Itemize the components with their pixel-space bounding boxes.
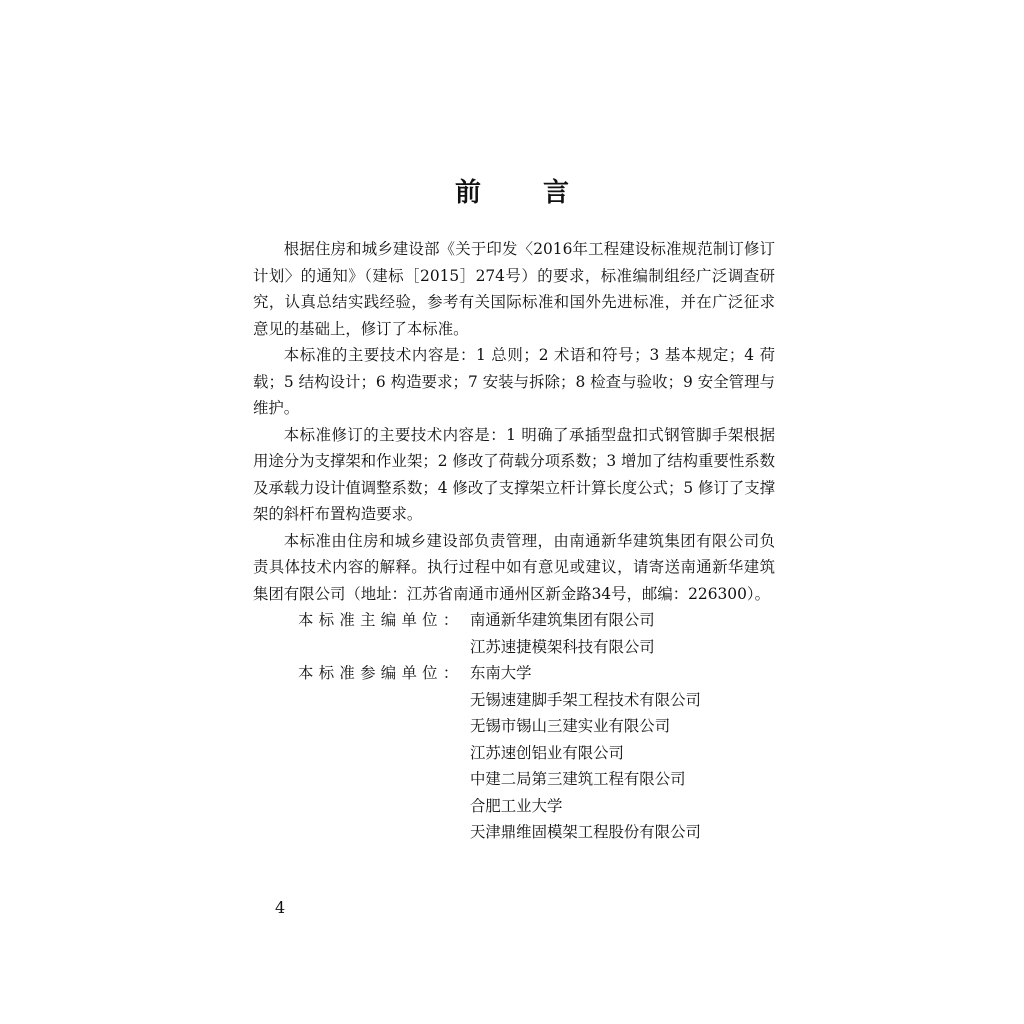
participating-unit-row — [253, 687, 775, 714]
chief-units — [253, 607, 775, 660]
participating-unit-name: 中建二局第三建筑工程有限公司 — [470, 770, 686, 788]
participating-unit-name: 东南大学 — [470, 664, 532, 682]
participating-unit-name: 合肥工业大学 — [470, 796, 563, 815]
participating-units — [253, 660, 775, 846]
page-number: 4 — [275, 898, 286, 917]
page-title — [0, 172, 1024, 209]
title-char-2: 言 — [543, 178, 570, 208]
participating-unit-row — [253, 819, 775, 846]
participating-unit-row — [253, 713, 775, 740]
preface-body — [253, 236, 775, 846]
chief-unit-row — [253, 607, 775, 634]
participating-unit-name: 江苏速创铝业有限公司 — [470, 743, 624, 762]
participating-unit-name: 无锡市锡山三建实业有限公司 — [470, 717, 671, 735]
participating-unit-row — [253, 660, 775, 687]
participating-unit-row — [253, 740, 775, 767]
paragraph-revision-content: 本标准修订的主要技术内容是：1 明确了承插型盘扣式钢管脚手架根据用途分为支撑架和作业架；2 修改了荷载分项系数；3 增加了结构重要性系数及承载力设计值调整系数；4 修改了支撑架立杆计算长度公式；5 修订了支撑架的斜杆布置构造要求。 — [253, 425, 775, 523]
participating-unit-name: 无锡速建脚手架工程技术有限公司 — [470, 690, 701, 709]
paragraph-basis: 根据住房和城乡建设部《关于印发〈2016年工程建设标准规范制订修订计划〉的通知》（建标［2015］274号）的要求，标准编制组经广泛调查研究，认真总结实践经验，参考有关国际标准和国外先进标准，并在广泛征求意见的基础上，修订了本标准。 — [253, 240, 775, 338]
paragraph-management: 本标准由住房和城乡建设部负责管理，由南通新华建筑集团有限公司负责具体技术内容的解释。执行过程中如有意见或建议，请寄送南通新华建筑集团有限公司（地址：江苏省南通市通州区新金路34号，邮编：226300）。 — [253, 531, 775, 603]
chief-units-label: 本标准主编单位： — [298, 611, 464, 629]
participating-unit-name: 天津鼎维固模架工程股份有限公司 — [470, 823, 701, 841]
participating-units-label: 本标准参编单位： — [298, 664, 464, 682]
paragraph-main-content: 本标准的主要技术内容是：1 总则；2 术语和符号；3 基本规定；4 荷载；5 结构设计；6 构造要求；7 安装与拆除；8 检查与验收；9 安全管理与维护。 — [253, 346, 775, 417]
participating-unit-row — [253, 793, 775, 820]
title-char-1: 前 — [454, 178, 481, 208]
chief-unit-name: 南通新华建筑集团有限公司 — [470, 611, 655, 629]
chief-unit-name: 江苏速捷模架科技有限公司 — [470, 637, 655, 656]
chief-unit-row — [253, 634, 775, 661]
participating-unit-row — [253, 766, 775, 793]
